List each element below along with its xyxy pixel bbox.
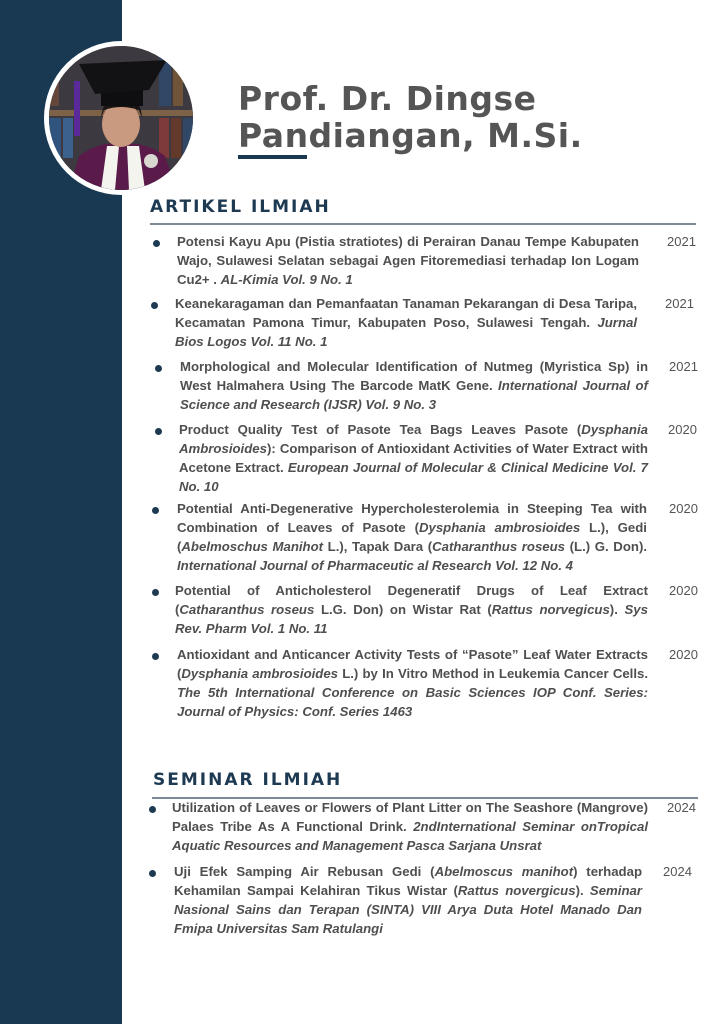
citation-italic-segment: The 5th International Conference on Basic Sciences IOP Conf. Series: Journal of Physics: Conf. Series 1463 <box>177 685 648 719</box>
citation-segment: Morphological and Molecular Identification of Nutmeg (Myristica Sp) in West Halmahera Using The Barcode MatK Gene. <box>180 359 648 393</box>
entry-year: 2021 <box>665 296 694 311</box>
citation-italic-segment: AL-Kimia Vol. 9 No. 1 <box>220 272 353 287</box>
citation-italic-segment: Catharanthus roseus <box>179 602 315 617</box>
citation-segment: ). <box>609 602 625 617</box>
citation-italic-segment: Abelmoschus Manihot <box>181 539 324 554</box>
citation-segment: ). <box>575 883 590 898</box>
bullet-icon <box>155 428 162 435</box>
citation-segment: L.) by In Vitro Method in Leukemia Cancer Cells. <box>338 666 648 681</box>
citation-italic-segment: International Journal of Science and Research (IJSR) Vol. 9 No. 3 <box>180 378 648 412</box>
citation-segment: Potential Anti-Degenerative Hypercholesterolemia in Steeping Tea with Combination of Leaves of Pasote ( <box>177 501 647 535</box>
entry-citation <box>177 645 648 721</box>
entry-citation <box>180 357 648 414</box>
citation-segment: Potensi Kayu Apu (Pistia stratiotes) di Perairan Danau Tempe Kabupaten Wajo, Sulawesi Selatan sebagai Agen Fitoremediasi terhadap Ion Logam Cu2+ . <box>177 234 639 287</box>
bullet-icon <box>149 806 156 813</box>
citation-segment: L.), Gedi ( <box>177 520 647 554</box>
citation-segment: Potential of Anticholesterol Degeneratif Drugs of Leaf Extract ( <box>175 583 648 617</box>
citation-italic-segment: Rattus norvegicus <box>491 602 610 617</box>
person-name <box>238 80 583 154</box>
entry-year: 2024 <box>663 864 692 879</box>
citation-italic-segment: Sys Rev. Pharm Vol. 1 No. 11 <box>175 602 648 636</box>
entry-citation <box>177 232 639 289</box>
citation-italic-segment: Jurnal Bios Logos Vol. 11 No. 1 <box>175 315 637 349</box>
citation-segment: ): Comparison of Antioxidant Activities of Water Extract with Acetone Extract. <box>179 441 648 475</box>
entry-citation <box>179 420 648 496</box>
citation-segment: Keanekaragaman dan Pemanfaatan Tanaman Pekarangan di Desa Taripa, Kecamatan Pamona Timur, Kabupaten Poso, Sulawesi Tengah. <box>175 296 637 330</box>
citation-italic-segment: Dysphania Ambrosioides <box>179 422 648 456</box>
entry-citation <box>175 294 637 351</box>
profile-photo <box>49 46 193 190</box>
citation-segment: Product Quality Test of Pasote Tea Bags Leaves Pasote ( <box>179 422 582 437</box>
citation-segment: L.G. Don) on Wistar Rat ( <box>314 602 492 617</box>
bullet-icon <box>152 653 159 660</box>
entry-year: 2020 <box>668 422 697 437</box>
entry-year: 2020 <box>669 583 698 598</box>
citation-italic-segment: European Journal of Molecular & Clinical Medicine Vol. 7 No. 10 <box>179 460 648 494</box>
citation-segment: Antioxidant and Anticancer Activity Tests of “Pasote” Leaf Water Extracts ( <box>177 647 648 681</box>
citation-segment: (L.) G. Don). <box>565 539 648 554</box>
name-underline <box>238 155 307 159</box>
bullet-icon <box>152 589 159 596</box>
name-line-2: Pandiangan, M.Si. <box>238 116 583 155</box>
citation-italic-segment: Seminar Nasional Sains dan Terapan (SINTA) VIII Arya Duta Hotel Manado Dan Fmipa Universitas Sam Ratulangi <box>174 883 642 936</box>
entry-citation <box>175 581 648 638</box>
section-divider-artikel <box>150 223 696 225</box>
bullet-icon <box>153 240 160 247</box>
citation-segment: Uji Efek Samping Air Rebusan Gedi ( <box>174 864 435 879</box>
entry-citation <box>174 862 642 938</box>
citation-italic-segment: International Journal of Pharmaceutic al Research Vol. 12 No. 4 <box>177 558 573 573</box>
citation-italic-segment: Abelmoscus manihot <box>434 864 574 879</box>
section-title-seminar: SEMINAR ILMIAH <box>153 770 343 790</box>
entry-year: 2020 <box>669 647 698 662</box>
name-line-1: Prof. Dr. Dingse <box>238 79 537 118</box>
bullet-icon <box>151 302 158 309</box>
bullet-icon <box>155 365 162 372</box>
citation-italic-segment: Catharanthus roseus <box>432 539 566 554</box>
entry-citation <box>172 798 648 855</box>
citation-italic-segment: Dysphania ambrosioides <box>418 520 581 535</box>
entry-year: 2021 <box>669 359 698 374</box>
entry-year: 2020 <box>669 501 698 516</box>
citation-italic-segment: Rattus novergicus <box>457 883 576 898</box>
citation-segment: Utilization of Leaves or Flowers of Plant Litter on The Seashore (Mangrove) Palaes Tribe As A Functional Drink. <box>172 800 648 834</box>
entry-year: 2021 <box>667 234 696 249</box>
citation-italic-segment: Dysphania ambrosioides <box>181 666 339 681</box>
portrait-image <box>49 46 193 190</box>
bullet-icon <box>149 870 156 877</box>
citation-italic-segment: 2ndInternational Seminar onTropical Aquatic Resources and Management Pasca Sarjana Unsrat <box>172 819 648 853</box>
entry-citation <box>177 499 647 575</box>
section-title-artikel: ARTIKEL ILMIAH <box>150 197 331 217</box>
citation-segment: L.), Tapak Dara ( <box>323 539 433 554</box>
bullet-icon <box>152 507 159 514</box>
citation-segment: ) terhadap Kehamilan Sampai Kelahiran Tikus Wistar ( <box>174 864 643 898</box>
entry-year: 2024 <box>667 800 696 815</box>
